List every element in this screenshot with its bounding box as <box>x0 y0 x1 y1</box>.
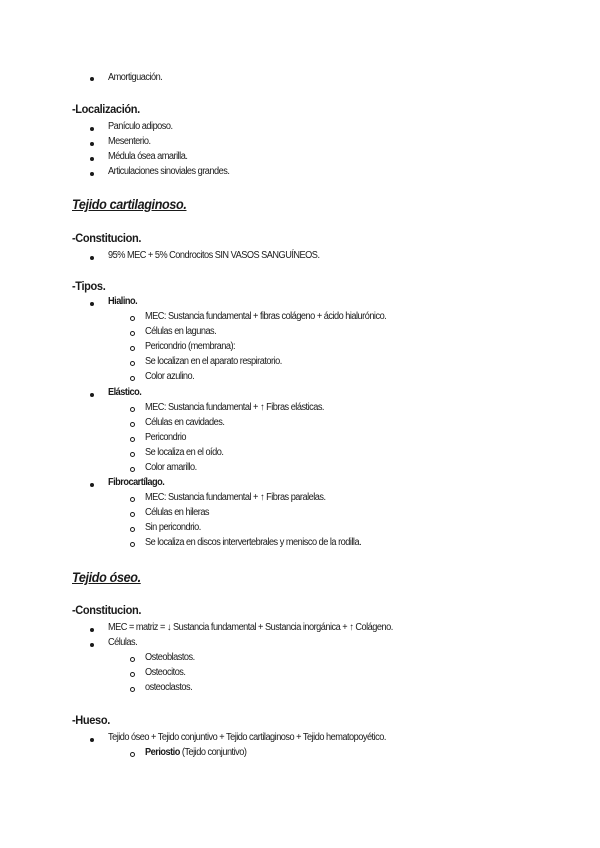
bullet-circle <box>130 361 135 366</box>
bullet-dot <box>90 77 94 81</box>
bullet-circle <box>130 316 135 321</box>
section-heading-tipos: -Tipos. <box>72 279 106 293</box>
bullet-circle <box>130 672 135 677</box>
section-title-cartilaginoso: Tejido cartilaginoso. <box>72 196 187 212</box>
section-title-oseo: Tejido óseo. <box>72 569 141 585</box>
type-label-elastico: Elástico. <box>108 387 142 398</box>
bullet-dot <box>90 142 94 146</box>
bullet-circle <box>130 752 135 757</box>
bullet-circle <box>130 437 135 442</box>
list-item: Sin pericondrio. <box>145 522 201 533</box>
bullet-circle <box>130 542 135 547</box>
list-item: Pericondrio <box>145 432 186 443</box>
periostio-label: Periostio <box>145 747 180 758</box>
arrow-up-icon: ↑ <box>349 622 354 633</box>
section-heading-constitucion: -Constitucion. <box>72 231 142 245</box>
list-item: Células en lagunas. <box>145 326 217 337</box>
bullet-dot <box>90 172 94 176</box>
list-item: Panículo adiposo. <box>108 121 173 132</box>
bullet-dot <box>90 256 94 260</box>
list-item: Color amarillo. <box>145 462 197 473</box>
arrow-down-icon: ↓ <box>166 622 171 633</box>
type-label-hialino: Hialino. <box>108 296 138 307</box>
bullet-circle <box>130 512 135 517</box>
list-item: Células en hileras <box>145 507 210 518</box>
list-item: Pericondrio (membrana): <box>145 341 236 352</box>
bullet-circle <box>130 331 135 336</box>
section-heading-hueso: -Hueso. <box>72 713 110 727</box>
bullet-circle <box>130 376 135 381</box>
list-item: Periostio (Tejido conjuntivo) <box>145 747 247 758</box>
list-item: Células. <box>108 637 138 648</box>
list-item: Se localizan en el aparato respiratorio. <box>145 356 282 367</box>
bullet-circle <box>130 657 135 662</box>
bullet-dot <box>90 393 94 397</box>
list-item: Se localiza en discos intervertebrales y menisco de la rodilla. <box>145 537 362 548</box>
arrow-up-icon: ↑ <box>259 402 265 413</box>
bullet-dot <box>90 643 94 647</box>
type-label-fibrocartilago: Fibrocartílago. <box>108 477 165 488</box>
list-item: Mesenterio. <box>108 136 151 147</box>
bullet-circle <box>130 407 135 412</box>
bullet-circle <box>130 687 135 692</box>
bullet-dot <box>90 738 94 742</box>
bullet-circle <box>130 467 135 472</box>
list-item: Amortiguación. <box>108 72 163 83</box>
list-item: MEC: Sustancia fundamental + ↑ Fibras paralelas. <box>145 492 326 503</box>
list-item: MEC = matriz = ↓ Sustancia fundamental + Sustancia inorgánica + ↑ Colágeno. <box>108 622 393 633</box>
bullet-circle <box>130 527 135 532</box>
list-item: Articulaciones sinoviales grandes. <box>108 166 230 177</box>
list-item: MEC: Sustancia fundamental + fibras colágeno + ácido hialurónico. <box>145 311 387 322</box>
bullet-circle <box>130 346 135 351</box>
list-item: Médula ósea amarilla. <box>108 151 188 162</box>
bullet-dot <box>90 628 94 632</box>
bullet-dot <box>90 157 94 161</box>
bullet-circle <box>130 422 135 427</box>
bullet-circle <box>130 497 135 502</box>
bullet-dot <box>90 302 94 306</box>
list-item: MEC: Sustancia fundamental + ↑ Fibras elásticas. <box>145 402 324 413</box>
list-item: Tejido óseo + Tejido conjuntivo + Tejido cartilaginoso + Tejido hematopoyético. <box>108 732 386 743</box>
list-item: Células en cavidades. <box>145 417 225 428</box>
section-heading-constitucion: -Constitucion. <box>72 603 142 617</box>
list-item: Se localiza en el oído. <box>145 447 224 458</box>
list-item: Color azulino. <box>145 371 195 382</box>
arrow-up-icon: ↑ <box>259 492 265 503</box>
bullet-dot <box>90 127 94 131</box>
list-item: osteoclastos. <box>145 682 193 693</box>
list-item: Osteoblastos. <box>145 652 195 663</box>
section-heading-localizacion: -Localización. <box>72 102 140 116</box>
bullet-circle <box>130 452 135 457</box>
bullet-dot <box>90 483 94 487</box>
list-item: Osteocitos. <box>145 667 186 678</box>
list-item: 95% MEC + 5% Condrocitos SIN VASOS SANGUÍNEOS. <box>108 250 320 261</box>
